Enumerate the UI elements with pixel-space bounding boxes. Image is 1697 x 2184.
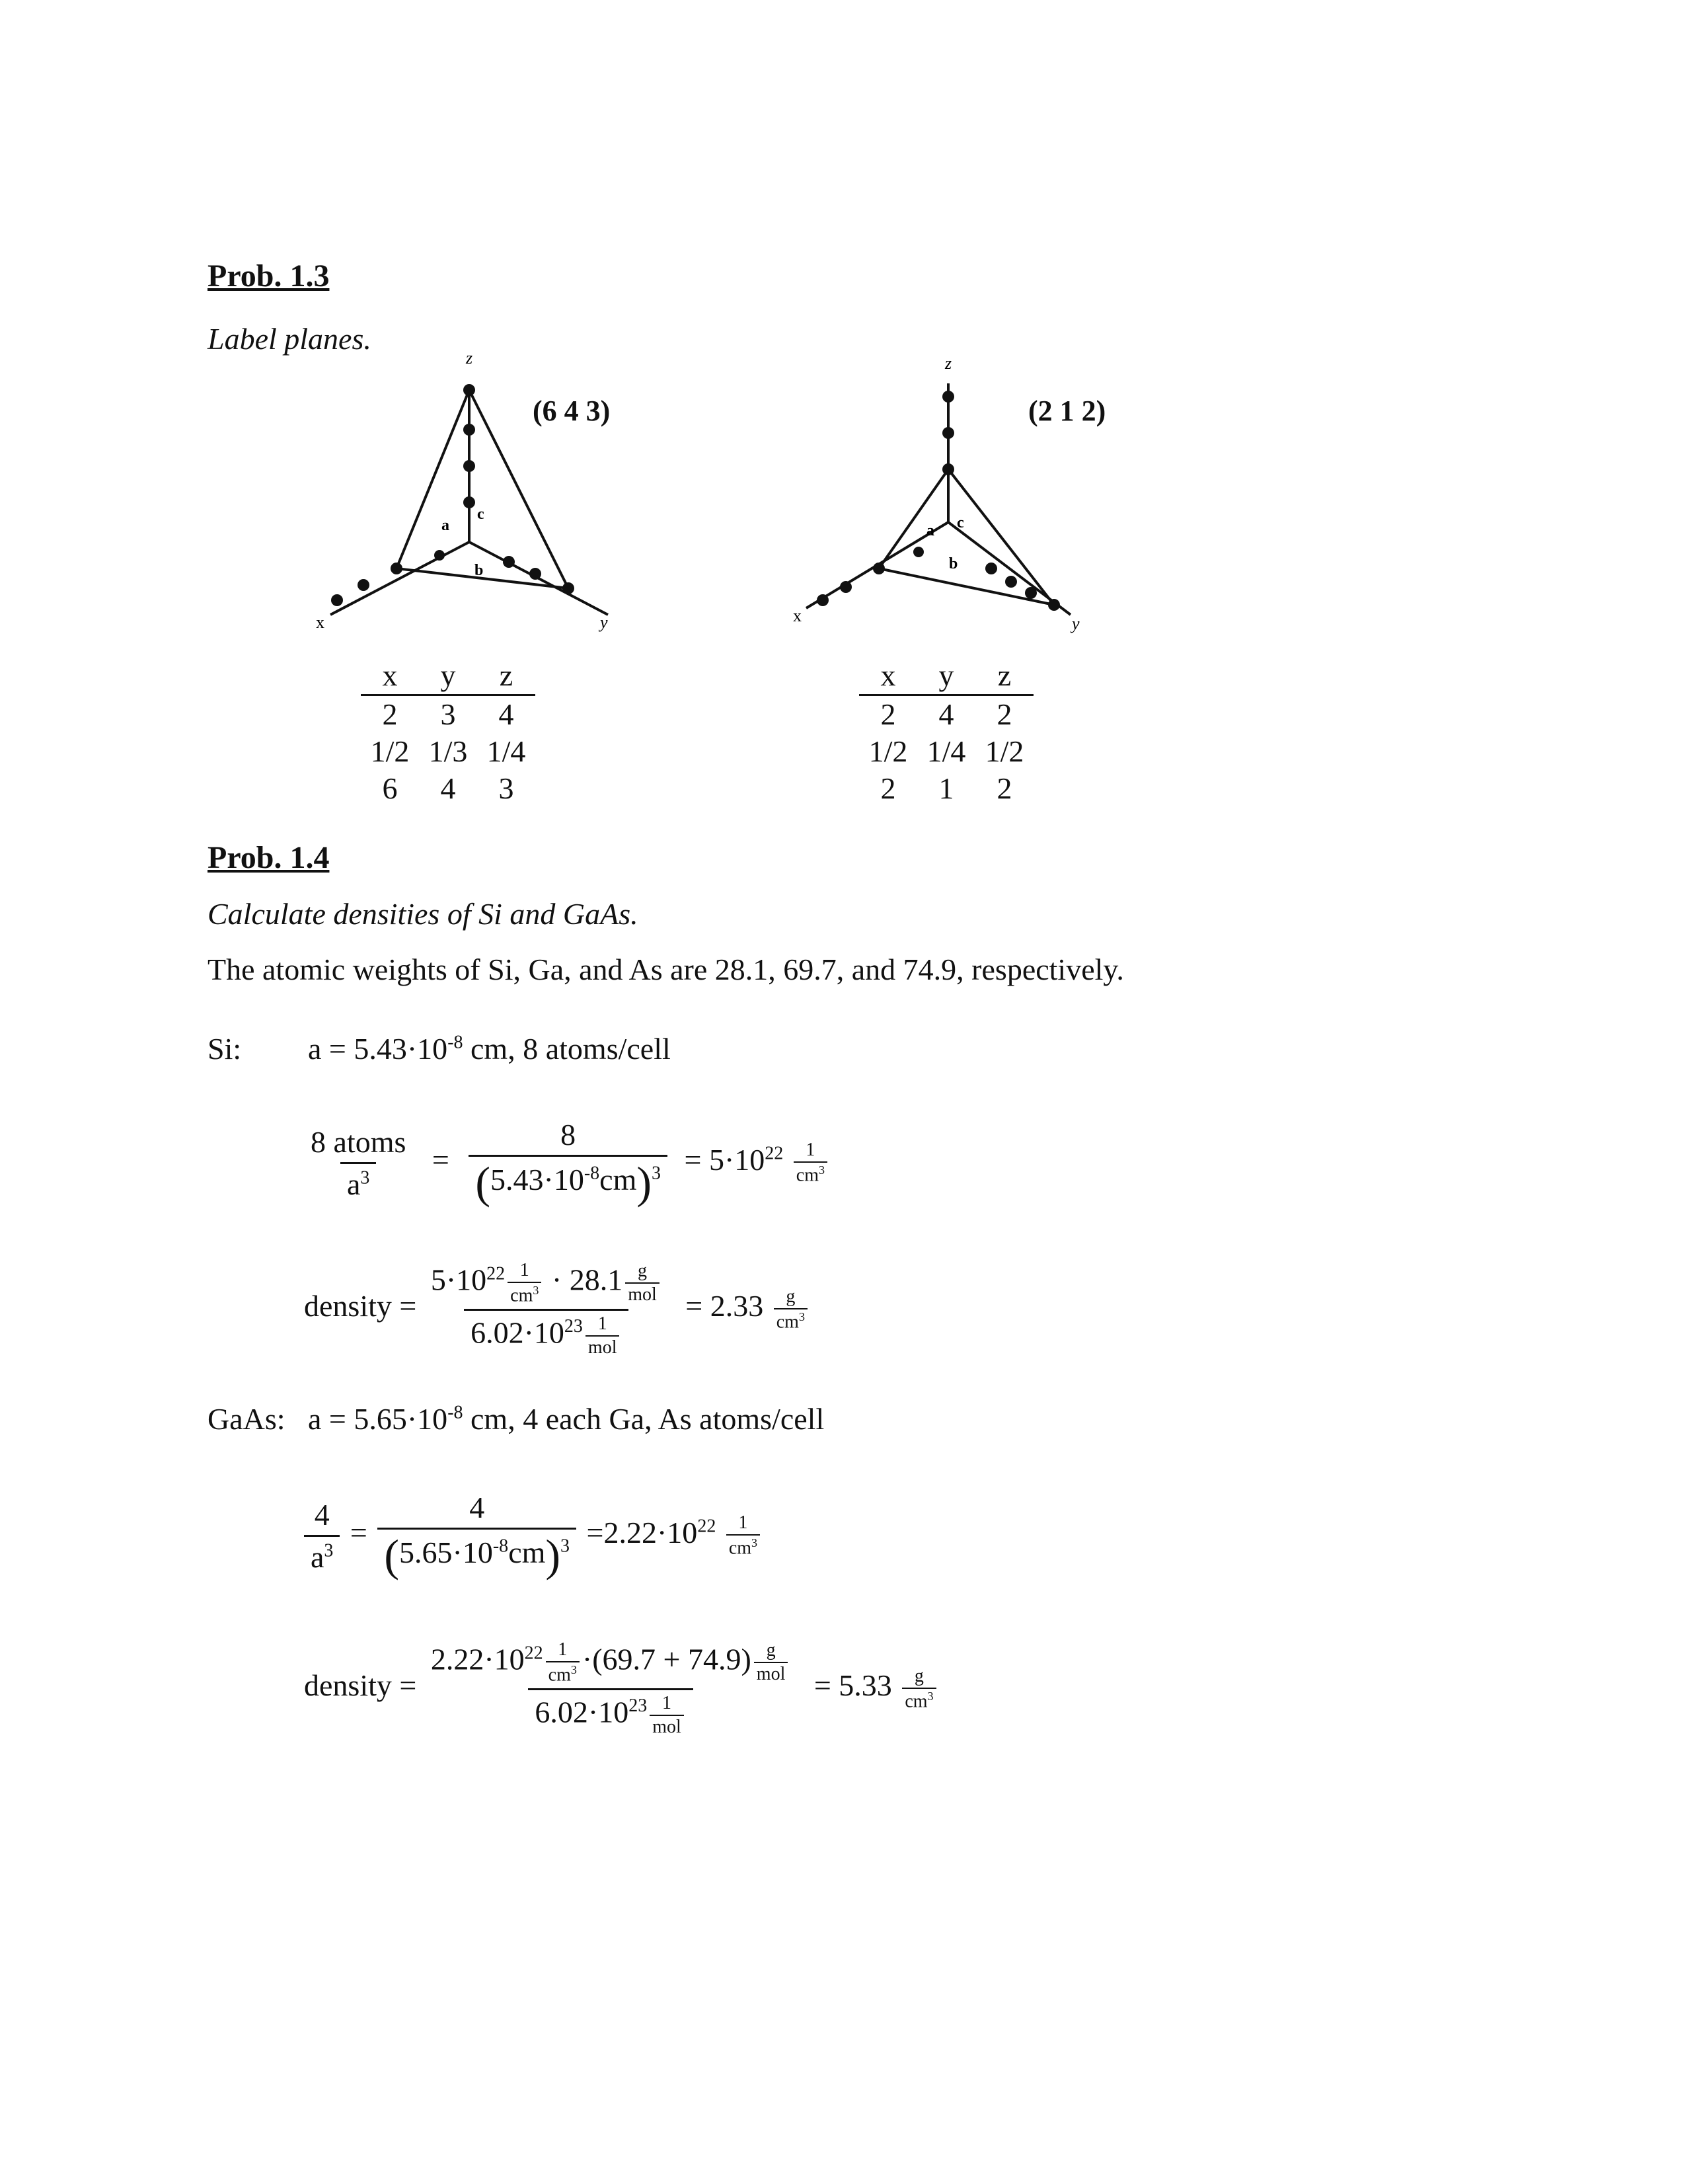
outer-exp: 3 [560, 1536, 570, 1557]
num-b: (69.7 + 74.9) [592, 1642, 751, 1676]
unit-num: 1 [558, 1639, 568, 1660]
density-unit [774, 1286, 808, 1333]
density-label: density = [304, 1668, 417, 1703]
prob13-heading: Prob. 1.3 [207, 258, 330, 293]
cell: 1/4 [486, 734, 526, 768]
result-value: = 5·10 [684, 1143, 765, 1177]
si-params [308, 1031, 671, 1066]
unit-den [726, 1534, 760, 1559]
table-row [361, 696, 535, 733]
si-concentration-equation [304, 1117, 830, 1209]
vec-a-label: a [441, 517, 449, 534]
unit-den-exp: 3 [533, 1284, 539, 1297]
result-value: =2.22·10 [586, 1516, 698, 1550]
cell: 1/2 [370, 734, 410, 768]
num-a-exp: 22 [524, 1643, 543, 1664]
axis-x-label: x [316, 613, 324, 632]
rhs-fraction [469, 1117, 667, 1209]
gaas-params [308, 1401, 824, 1436]
table-row [859, 696, 1034, 733]
rhs-den-exp: -8 [584, 1163, 600, 1184]
unit-num: 1 [738, 1512, 748, 1534]
si-params-post: cm, 8 atoms/cell [463, 1032, 671, 1066]
lhs-denominator [340, 1162, 376, 1202]
rhs-fraction [377, 1490, 576, 1582]
unit-num: g [766, 1640, 776, 1661]
si-density-equation [304, 1260, 810, 1358]
axis-z-label: z [945, 357, 952, 373]
vec-c-label: c [957, 514, 964, 531]
den-exp: 3 [360, 1167, 370, 1189]
vec-a-label: a [926, 522, 934, 539]
rhs-den-unit: cm [508, 1536, 546, 1570]
coord-table-212 [859, 657, 1034, 807]
outer-exp: 3 [652, 1163, 661, 1184]
cell: 1/2 [868, 734, 908, 768]
rhs-den-base: 5.65·10 [399, 1536, 493, 1570]
unit-num: 1 [662, 1693, 671, 1714]
den-base: a [311, 1540, 324, 1574]
unit-num: 1 [806, 1140, 815, 1161]
unit-den [774, 1308, 808, 1333]
unit-num: 1 [597, 1313, 607, 1335]
unit-den: mol [625, 1282, 660, 1306]
header-z: z [997, 658, 1012, 692]
prob14-subtitle: Calculate densities of Si and GaAs. [207, 897, 638, 931]
cell: 4 [938, 697, 954, 731]
den-exp: 23 [564, 1316, 583, 1337]
den-value: 6.02·10 [471, 1315, 564, 1350]
axis-y-label: y [1072, 614, 1080, 633]
den-exp: 3 [324, 1540, 334, 1561]
unit-den-exp: 3 [570, 1663, 577, 1676]
axis-y-label: y [600, 613, 608, 632]
rhs-numerator: 8 [560, 1118, 576, 1151]
dot: · [582, 1642, 593, 1676]
prob14-intro: The atomic weights of Si, Ga, and As are 28.1, 69.7, and 74.9, respectively. [207, 953, 1124, 986]
den-base: a [346, 1167, 361, 1201]
unit-den-base: cm [510, 1285, 533, 1306]
unit-den-base: cm [776, 1311, 799, 1332]
header-z: z [499, 658, 513, 692]
unit-den [794, 1161, 827, 1186]
gaas-label: GaAs: [207, 1402, 285, 1436]
rhs-den-unit: cm [599, 1163, 637, 1197]
lhs-fraction [304, 1124, 412, 1202]
density-fraction [424, 1639, 798, 1738]
result-unit [726, 1512, 760, 1559]
header-x: x [382, 658, 398, 692]
cell: 6 [382, 771, 398, 805]
unit-den-exp: 3 [751, 1536, 758, 1550]
table-row [361, 770, 535, 807]
rhs-numerator: 4 [469, 1491, 485, 1524]
cell: 2 [997, 771, 1012, 805]
cell: 2 [382, 697, 398, 731]
unit-num: 1 [519, 1260, 529, 1280]
table-row [361, 733, 535, 770]
gaas-params-text: a = 5.65·10 [308, 1402, 448, 1436]
cell: 1/4 [926, 734, 966, 768]
unit-den: mol [585, 1335, 620, 1358]
si-params-exp: -8 [447, 1032, 463, 1053]
vec-c-label: c [477, 506, 484, 523]
vec-b-label: b [474, 562, 484, 579]
header-y: y [440, 658, 456, 692]
plane-label-212: (2 1 2) [1028, 395, 1106, 427]
density-result: = 2.33 [685, 1289, 764, 1323]
rhs-den-exp: -8 [492, 1536, 509, 1557]
table-row [859, 733, 1034, 770]
cell: 3 [498, 771, 514, 805]
num-a: 2.22·10 [430, 1642, 525, 1676]
den-unit [650, 1693, 684, 1738]
unit-den [508, 1282, 541, 1306]
unit-den-exp: 3 [819, 1163, 825, 1177]
density-numerator [424, 1639, 798, 1688]
unit-den: mol [754, 1662, 788, 1685]
gaas-concentration-equation [304, 1490, 763, 1582]
result-exp: 22 [697, 1516, 716, 1537]
axis-x-label: x [793, 606, 802, 625]
unit-den-base: cm [796, 1165, 819, 1186]
header-y: y [938, 658, 954, 692]
unit-num: g [637, 1261, 647, 1282]
dot: · [544, 1263, 570, 1297]
cell: 2 [880, 771, 896, 805]
density-unit [902, 1666, 936, 1712]
unit-den-base: cm [905, 1690, 928, 1711]
cell: 2 [997, 697, 1012, 731]
den-exp: 23 [628, 1696, 648, 1717]
num-a-unit [508, 1260, 541, 1306]
gaas-density-equation [304, 1639, 939, 1738]
cell: 1/3 [428, 734, 468, 768]
density-fraction [424, 1260, 669, 1358]
den-unit [585, 1313, 620, 1358]
unit-den-exp: 3 [798, 1309, 805, 1323]
unit-den: mol [650, 1715, 684, 1738]
cell: 4 [498, 697, 514, 731]
result-unit [794, 1140, 827, 1186]
den-value: 6.02·10 [535, 1695, 629, 1729]
unit-num: g [786, 1286, 796, 1307]
cell: 1 [938, 771, 954, 805]
table-header-row [859, 657, 1034, 696]
density-result: = 5.33 [813, 1668, 892, 1703]
cell: 3 [440, 697, 456, 731]
num-b: 28.1 [569, 1263, 623, 1297]
unit-num: g [914, 1665, 924, 1686]
result-exp: 22 [765, 1143, 784, 1164]
header-x: x [880, 658, 896, 692]
density-label: density = [304, 1289, 417, 1323]
unit-den-base: cm [548, 1664, 571, 1686]
coord-table-643 [361, 657, 535, 807]
density-numerator [424, 1260, 669, 1309]
equals-sign: = [432, 1143, 449, 1177]
lhs-numerator: 8 atoms [311, 1125, 406, 1159]
vec-b-label: b [949, 555, 958, 572]
unit-den-base: cm [728, 1538, 752, 1559]
equals-sign: = [350, 1516, 367, 1550]
si-label: Si: [207, 1032, 242, 1066]
num-a-exp: 22 [486, 1263, 506, 1284]
num-b-unit [625, 1261, 660, 1306]
table-row [859, 770, 1034, 807]
cell: 2 [880, 697, 896, 731]
gaas-params-post: cm, 4 each Ga, As atoms/cell [463, 1402, 825, 1436]
num-a: 5·10 [430, 1263, 487, 1297]
rhs-den-base: 5.43·10 [490, 1163, 584, 1197]
density-denominator [528, 1688, 693, 1738]
rhs-denominator: $(5.43\cdot 10^{-8}cm)^3$ [469, 1155, 667, 1209]
rhs-denominator: $(5.65\cdot 10^{-8}cm)^3$ [377, 1528, 576, 1582]
density-denominator [464, 1309, 628, 1358]
unit-den-exp: 3 [927, 1689, 934, 1703]
unit-den [902, 1688, 936, 1712]
si-params-text: a = 5.43·10 [308, 1032, 448, 1066]
lhs-fraction [304, 1497, 340, 1575]
lhs-denominator [304, 1535, 340, 1575]
axis-z-label: z [466, 350, 473, 368]
num-a-unit [546, 1639, 580, 1686]
plane-label-643: (6 4 3) [533, 395, 611, 427]
gaas-params-exp: -8 [447, 1402, 463, 1423]
cell: 1/2 [985, 734, 1024, 768]
prob14-heading: Prob. 1.4 [207, 840, 330, 875]
unit-den [546, 1661, 580, 1686]
num-b-unit [754, 1640, 788, 1685]
table-header-row [361, 657, 535, 696]
lhs-numerator: 4 [314, 1498, 330, 1532]
cell: 4 [440, 771, 456, 805]
prob13-subtitle: Label planes. [207, 322, 371, 356]
